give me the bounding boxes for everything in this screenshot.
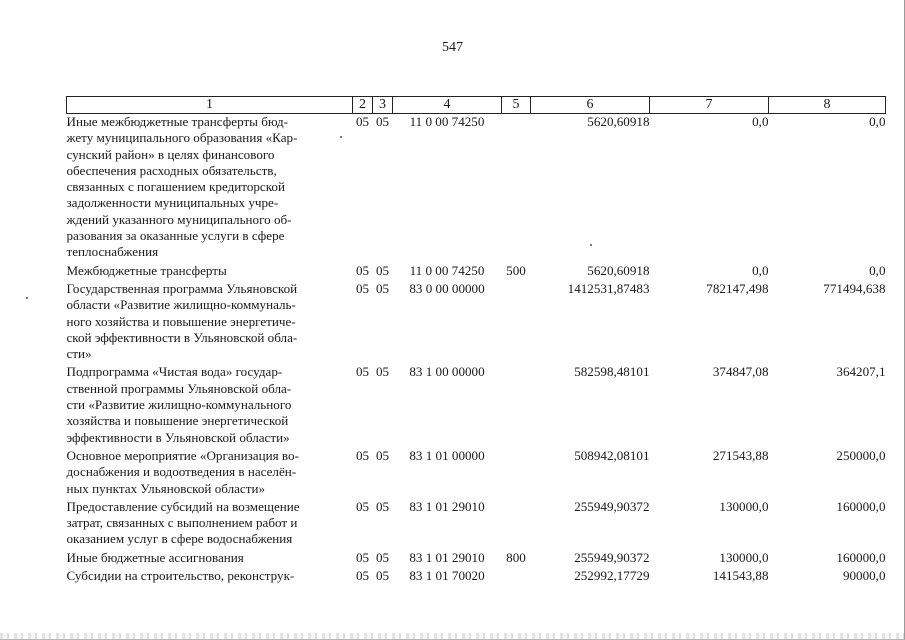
- table-row: [67, 448, 886, 499]
- row-name-line: жету муниципального образования «Кар-: [66, 130, 298, 146]
- subsection-code: 05: [375, 262, 390, 278]
- amount-col-8: 364207,1: [836, 364, 886, 380]
- amount-col-6: 252992,17729: [574, 568, 650, 584]
- scan-speck: [340, 136, 342, 138]
- table-body: [67, 114, 886, 587]
- expense-type-code: 800: [506, 549, 526, 565]
- amount-col-8: 0,0: [869, 262, 886, 278]
- expense-type-code: [502, 114, 531, 263]
- section-code: 05: [355, 364, 370, 380]
- section-code: 05: [355, 568, 370, 584]
- row-name-line: Подпрограмма «Чистая вода» государ-: [66, 364, 283, 380]
- target-article-code: 83 1 01 70020: [409, 568, 485, 584]
- amount-col-6: 255949,90372: [574, 498, 650, 514]
- row-name-line: Субсидии на строительство, реконструк-: [66, 568, 295, 584]
- subsection-code: 05: [375, 447, 390, 463]
- row-name-line: разования за оказанные услуги в сфере: [66, 228, 285, 244]
- column-header-5: 5: [502, 97, 531, 114]
- amount-col-8: 771494,638: [823, 280, 886, 296]
- amount-col-7: 130000,0: [719, 498, 769, 514]
- section-code: 05: [355, 114, 370, 129]
- subsection-code: 05: [375, 280, 390, 296]
- target-article-code: 83 0 00 00000: [409, 280, 485, 296]
- table-row: [67, 550, 886, 568]
- amount-col-6: 5620,60918: [587, 114, 650, 129]
- row-name-line: теплоснабжения: [66, 244, 159, 260]
- subsection-code: 05: [375, 114, 390, 129]
- target-article-code: 83 1 00 00000: [409, 364, 485, 380]
- row-name-line: Иные межбюджетные трансферты бюд-: [66, 114, 289, 129]
- target-article-code: 83 1 01 29010: [409, 498, 485, 514]
- amount-col-8: 250000,0: [836, 447, 886, 463]
- table-row: [67, 281, 886, 364]
- row-name: [67, 263, 353, 281]
- expense-type-code: [502, 364, 531, 447]
- expense-type-code: [502, 448, 531, 499]
- column-header-8: 8: [769, 97, 886, 114]
- amount-col-7: 141543,88: [712, 568, 769, 584]
- row-name-line: связанных с погашением кредиторской: [66, 179, 285, 195]
- amount-col-6: 582598,48101: [574, 364, 650, 380]
- subsection-code: 05: [375, 549, 390, 565]
- row-name: [67, 568, 353, 586]
- expense-type-code: [502, 281, 531, 364]
- section-code: 05: [355, 498, 370, 514]
- subsection-code: 05: [375, 568, 390, 584]
- row-name: [67, 499, 353, 550]
- section-code: 05: [355, 262, 370, 278]
- column-header-6: 6: [531, 97, 650, 114]
- row-name-line: Основное мероприятие «Организация во-: [66, 447, 299, 463]
- table-row: [67, 263, 886, 281]
- row-name-line: области «Развитие жилищно-коммуналь-: [66, 297, 296, 313]
- amount-col-6: 508942,08101: [574, 447, 650, 463]
- row-name-line: оказанием услуг в сфере водоснабжения: [66, 531, 293, 547]
- row-name-line: Иные бюджетные ассигнования: [66, 549, 244, 565]
- amount-col-7: 782147,498: [706, 280, 769, 296]
- target-article-code: 83 1 01 29010: [409, 549, 485, 565]
- row-name-line: Государственная программа Ульяновской: [66, 280, 298, 296]
- amount-col-8: 0,0: [869, 114, 886, 129]
- row-name-line: затрат, связанных с выполнением работ и: [66, 515, 298, 531]
- table-row: [67, 499, 886, 550]
- row-name-line: сти»: [66, 346, 92, 362]
- scan-edge-artifact: [0, 633, 904, 639]
- scan-speck: [590, 244, 592, 246]
- expense-type-code: [502, 568, 531, 586]
- row-name-line: доснабжения и водоотведения в населён-: [66, 464, 297, 480]
- amount-col-6: 5620,60918: [587, 262, 650, 278]
- row-name-line: Межбюджетные трансферты: [66, 262, 227, 278]
- scan-speck: [26, 297, 28, 299]
- row-name-line: эффективности в Ульяновской области»: [66, 429, 290, 445]
- expense-type-code: [502, 499, 531, 550]
- column-header-7: 7: [650, 97, 769, 114]
- expense-type-code: 500: [506, 262, 526, 278]
- column-header-1: 1: [67, 97, 353, 114]
- subsection-code: 05: [375, 498, 390, 514]
- table-row: [67, 364, 886, 447]
- subsection-code: 05: [375, 364, 390, 380]
- row-name-line: обеспечения расходных обязательств,: [66, 162, 277, 178]
- row-name-line: ных пунктах Ульяновской области»: [66, 480, 266, 496]
- table-row: [67, 568, 886, 586]
- amount-col-6: 255949,90372: [574, 549, 650, 565]
- amount-col-7: 374847,08: [712, 364, 769, 380]
- target-article-code: 11 0 00 74250: [409, 262, 485, 278]
- column-header-3: 3: [373, 97, 393, 114]
- amount-col-7: 130000,0: [719, 549, 769, 565]
- column-header-2: 2: [353, 97, 373, 114]
- row-name-line: хозяйства и повышение энергетической: [66, 413, 289, 429]
- column-header-4: 4: [393, 97, 502, 114]
- row-name: [67, 281, 353, 364]
- budget-table: [66, 96, 886, 586]
- target-article-code: 83 1 01 00000: [409, 447, 485, 463]
- amount-col-7: 271543,88: [712, 447, 769, 463]
- row-name-line: задолженности муниципальных учре-: [66, 195, 279, 211]
- table-row: [67, 114, 886, 263]
- row-name-line: ской эффективности в Ульяновской обла-: [66, 329, 298, 345]
- section-code: 05: [355, 447, 370, 463]
- amount-col-7: 0,0: [752, 114, 769, 129]
- amount-col-8: 160000,0: [836, 549, 886, 565]
- row-name-line: сунский район» в целях финансового: [66, 146, 275, 162]
- target-article-code: 11 0 00 74250: [409, 114, 485, 129]
- row-name: [67, 114, 353, 263]
- row-name: [67, 448, 353, 499]
- row-name-line: ждений указанного муниципального об-: [66, 211, 292, 227]
- row-name: [67, 550, 353, 568]
- row-name: [67, 364, 353, 447]
- page-number: 547: [442, 40, 463, 55]
- amount-col-6: 1412531,87483: [567, 280, 650, 296]
- row-name-line: сти «Развитие жилищно-коммунального: [66, 397, 292, 413]
- row-name-line: Предоставление субсидий на возмещение: [66, 498, 300, 514]
- table-header-row: [67, 97, 886, 114]
- amount-col-8: 160000,0: [836, 498, 886, 514]
- section-code: 05: [355, 280, 370, 296]
- amount-col-7: 0,0: [752, 262, 769, 278]
- row-name-line: ного хозяйства и повышение энергетиче-: [66, 313, 296, 329]
- section-code: 05: [355, 549, 370, 565]
- row-name-line: ственной программы Ульяновской обла-: [66, 380, 292, 396]
- amount-col-8: 90000,0: [842, 568, 886, 584]
